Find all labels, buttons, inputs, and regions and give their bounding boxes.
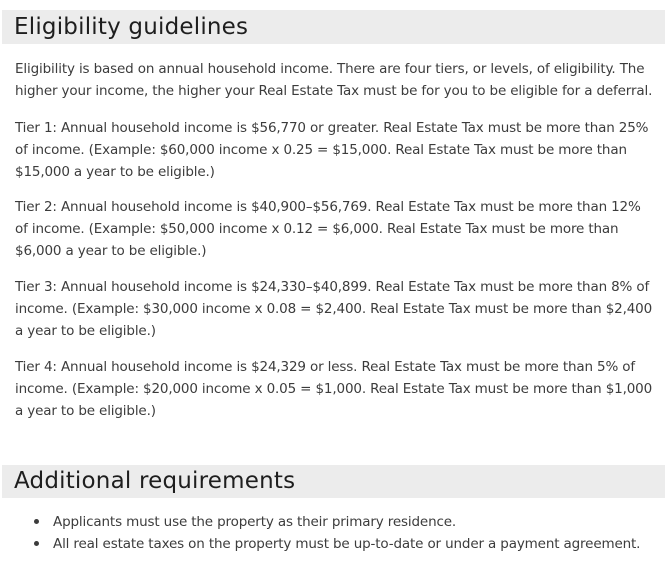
requirements-list [15, 511, 655, 555]
requirement-text: Applicants must use the property as their primary residence. [53, 514, 457, 530]
eligibility-section-header [2, 10, 665, 44]
tier-1-text: Tier 1: Annual household income is $56,770 or greater. Real Estate Tax must be more than 25% of income. (Example: $60,000 income x 0.25 = $15,000. Real Estate Tax must be more than $15,000 a year to be eligible.) [15, 120, 649, 180]
bullet-icon [34, 519, 39, 524]
tier-3-text: Tier 3: Annual household income is $24,330–$40,899. Real Estate Tax must be more than 8% of income. (Example: $30,000 income x 0.08 = $2,400. Real Estate Tax must be more than $2,400 a year to be eligible.) [15, 279, 653, 339]
list-item [15, 511, 655, 533]
additional-requirements-section-header [2, 465, 665, 498]
list-item [15, 533, 655, 555]
requirement-text: All real estate taxes on the property must be up-to-date or under a payment agreement. [53, 536, 641, 552]
tier-4-text: Tier 4: Annual household income is $24,329 or less. Real Estate Tax must be more than 5% of income. (Example: $20,000 income x 0.05 = $1,000. Real Estate Tax must be more than $1,000 a year to be eligible.) [15, 359, 653, 419]
eligibility-heading: Eligibility guidelines [14, 14, 249, 40]
additional-requirements-heading: Additional requirements [14, 468, 296, 494]
tier-2-text: Tier 2: Annual household income is $40,900–$56,769. Real Estate Tax must be more than 12% of income. (Example: $50,000 income x 0.12 = $6,000. Real Estate Tax must be more than $6,000 a year to be eligible.) [15, 199, 641, 259]
eligibility-intro-text: Eligibility is based on annual household income. There are four tiers, or levels, of eligibility. The higher your income, the higher your Real Estate Tax must be for you to be eligible for a deferral. [15, 61, 653, 99]
bullet-icon [34, 541, 39, 546]
